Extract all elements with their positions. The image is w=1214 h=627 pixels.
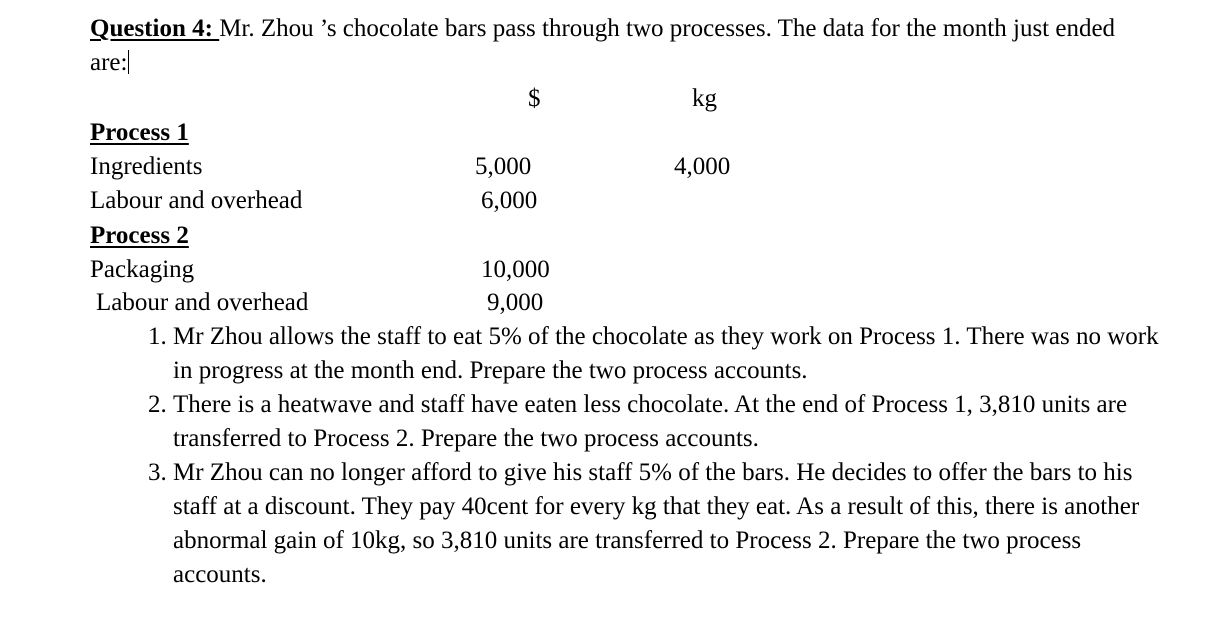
process2-title: Process 2: [90, 222, 189, 249]
task-item-1: 1. Mr Zhou allows the staff to eat 5% of the chocolate as they work on Process 1. There was no work in progress at the month end. Prepare the two process accounts.: [173, 320, 1173, 388]
task-list: [130, 320, 1173, 592]
process1-row-ingredients-label: Ingredients: [90, 153, 203, 180]
process2-row-packaging-label: Packaging: [90, 256, 195, 283]
process2-row-labour-dollar: 9,000: [487, 289, 544, 316]
text-cursor: [128, 50, 129, 74]
column-header-kg: kg: [692, 85, 717, 112]
question-text: Mr. Zhou ’s chocolate bars pass through two processes. The data for the month just ended are:: [90, 15, 1116, 76]
process1-row-ingredients-dollar: 5,000: [475, 153, 532, 180]
process1-row-labour-label: Labour and overhead: [90, 187, 303, 214]
process1-title: Process 1: [90, 119, 189, 146]
task-item-2: 2. There is a heatwave and staff have eaten less chocolate. At the end of Process 1, 3,810 units are transferred to Process 2. Prepare the two process accounts.: [173, 388, 1173, 456]
task-item-3: 3. Mr Zhou can no longer afford to give his staff 5% of the bars. He decides to offer the bars to his staff at a discount. They pay 40cent for every kg that they eat. As a result of this, there is another abnormal gain of 10kg, so 3,810 units are transferred to Process 2. Prepare the two process accounts.: [173, 456, 1173, 592]
process2-row-labour-label: Labour and overhead: [96, 289, 309, 316]
process1-row-ingredients-kg: 4,000: [674, 153, 731, 180]
column-header-dollar: $: [528, 85, 541, 112]
process1-row-labour-dollar: 6,000: [481, 187, 538, 214]
question-label: Question 4:: [90, 15, 220, 42]
process2-row-packaging-dollar: 10,000: [481, 256, 550, 283]
question-heading: [90, 12, 1130, 80]
